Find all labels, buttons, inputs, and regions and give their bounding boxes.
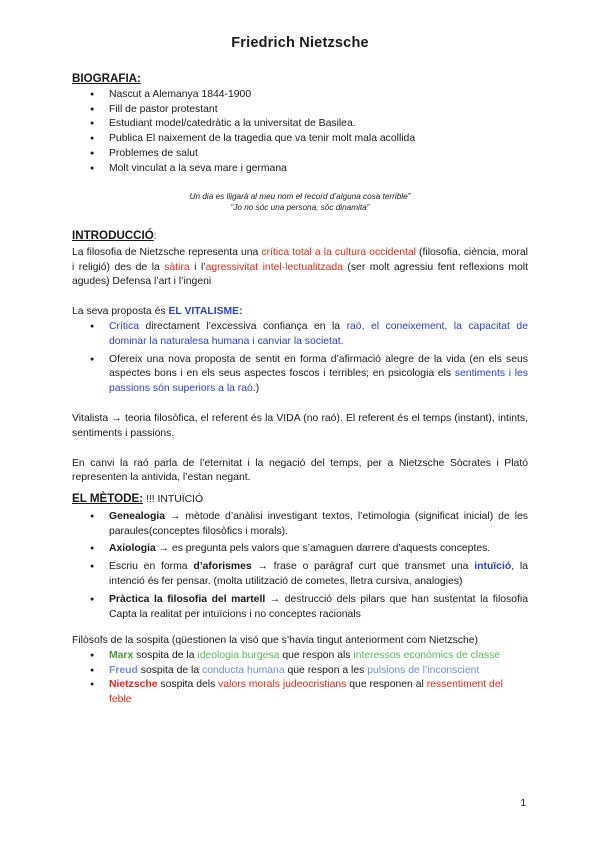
text-run: que respon a les	[284, 664, 368, 676]
suspicion-intro: Filòsofs de la sospita (qüestionen la visó que s’havia tingut anteriorment com Nietzsche)	[72, 635, 479, 646]
list-item: ● Publica El naixement de la tragedia que va tenir molt mala acollida	[72, 132, 528, 147]
introduction-heading-row	[72, 229, 528, 245]
text-run: , la intenció és fer pensar. (molta utilització de cometes, lletra cursiva, analogies)	[109, 561, 528, 587]
biography-section	[72, 72, 528, 177]
introduction-heading: INTRODUCCIÓ	[72, 229, 154, 242]
highlight-red: sàtira	[164, 261, 190, 273]
text-run: que respon als	[279, 649, 354, 661]
list-item	[72, 542, 528, 557]
intro-paragraph-3: Vitalista → teoria filosòfica, el referent és la VIDA (no raó). El referent és el temps (instant), intints, sentiments i passions.	[72, 412, 528, 439]
highlight-blue: pulsions de l’inconscient	[367, 664, 480, 676]
text-run: La filosofia de Nietzsche representa una	[72, 246, 262, 258]
highlight-blue: raó, el coneixement, la capacitat de dominar la naturalesa humana i canviar la societat.	[109, 320, 528, 347]
text-run: sospita de la	[133, 649, 198, 661]
text-run: → destrucció dels pilars que han sustentat la filosofia Capta la realitat per intuïcions i no conceptes racionals	[109, 593, 528, 620]
term-label: Pràctica la filosofia del martell	[109, 593, 266, 605]
philosopher-name: Marx	[109, 649, 134, 661]
intro-paragraph-4: En canvi la raó parla de l’eternitat i la negació del temps, per a Nietzsche Sòcrates i Plató representen la antivida, l’estan negant.	[72, 457, 528, 484]
text-run: que responen al	[346, 679, 427, 691]
method-heading: EL MÈTODE:	[72, 492, 144, 505]
list-item: ● Fill de pastor protestant	[72, 103, 528, 118]
list-item	[72, 320, 528, 350]
method-heading-row	[72, 492, 528, 508]
vitalism-label: EL VITALISME:	[168, 306, 243, 318]
quote-line-1: Un dia es lligarà al meu nom el record d’alguna cosa terrible”	[189, 192, 411, 201]
introduction-section	[72, 229, 528, 486]
highlight-red: valors morals judeocristians	[218, 679, 347, 691]
highlight-red: ressentiment del feble	[109, 679, 503, 706]
method-heading-suffix: !!! INTUÏCIÓ	[143, 494, 204, 505]
list-item	[72, 649, 528, 664]
intro-paragraph-1	[72, 246, 528, 290]
highlight-blue: intuïció	[474, 561, 512, 573]
list-item: ● Molt vinculat a la seva mare i germana	[72, 162, 528, 177]
list-item	[72, 353, 528, 397]
term-label: d’aforismes	[193, 561, 252, 573]
highlight-green: interessos econòmics de classe	[353, 649, 501, 661]
text-run: → frase o paràgraf curt que transmet una	[251, 561, 475, 573]
page-number: 1	[520, 798, 526, 809]
text-run: → es pregunta pels valors que s’amaguen darrere d’aquests conceptes.	[155, 543, 491, 555]
method-section	[72, 492, 528, 622]
suspicion-section	[72, 634, 528, 708]
biography-list	[72, 88, 528, 177]
biography-heading: BIOGRAFIA:	[72, 72, 141, 85]
heading-colon: :	[153, 231, 157, 242]
list-item	[72, 593, 528, 623]
text-run: sospita dels	[157, 679, 219, 691]
text-run: (ser molt agressiu fent reflexions molt agudes) Defensa l’art i l’ingeni	[72, 261, 528, 288]
list-item	[72, 560, 528, 590]
list-item: ● Estudiant model/catedràtic a la universitat de Basilea.	[72, 117, 528, 132]
text-run: Ofereix una nova proposta de sentit en forma d’afirmació alegre de la vida (en els seus aspectes bons i en els seus aspectes foscos i terribles; en psicologia els	[109, 353, 528, 380]
quote-line-2: “Jo no sóc una persona, sóc dinamita”	[230, 203, 370, 212]
vitalism-list	[72, 320, 528, 397]
highlight-red: agressivitat intel·lectualitzada	[205, 261, 343, 273]
list-item: ● Problemes de salut	[72, 147, 528, 162]
highlight-blue: sentiments i les passions són superiors a la raó	[109, 368, 528, 395]
text-run: Escriu en forma	[109, 561, 194, 573]
intro-paragraph-2	[72, 305, 528, 320]
text-run: → mètode d’anàlisi investigant textos, l’etimologia (significat inicial) de les paraules(conceptes filosòfics i morals).	[109, 510, 528, 537]
text-run: La seva proposta és	[72, 306, 169, 318]
term-label: Genealogia	[109, 510, 166, 522]
text-run: (filosofia, ciència, moral i religió) des de la	[72, 246, 528, 273]
text-run: sospita de la	[137, 664, 202, 676]
list-item	[72, 678, 528, 708]
highlight-blue: conducta humana	[202, 664, 285, 676]
text-run: directament l’excessiva confiança en la	[139, 320, 347, 332]
list-item: ● Nascut a Alemanya 1844-1900	[72, 88, 528, 103]
list-item	[72, 510, 528, 540]
text-run: i l’	[189, 261, 206, 273]
document-title: Friedrich Nietzsche	[231, 35, 369, 51]
philosopher-name: Freud	[109, 664, 138, 676]
philosopher-name: Nietzsche	[109, 679, 158, 691]
highlight-green: ideologia burgesa	[197, 649, 280, 661]
highlight-red: crítica total a la cultura occidental	[261, 246, 416, 258]
term-label: Axiologia	[109, 543, 156, 555]
text-run: .)	[252, 383, 260, 395]
suspicion-list	[72, 649, 528, 708]
list-item	[72, 664, 528, 679]
method-list	[72, 510, 528, 623]
highlight-blue: Crítica	[109, 320, 140, 332]
